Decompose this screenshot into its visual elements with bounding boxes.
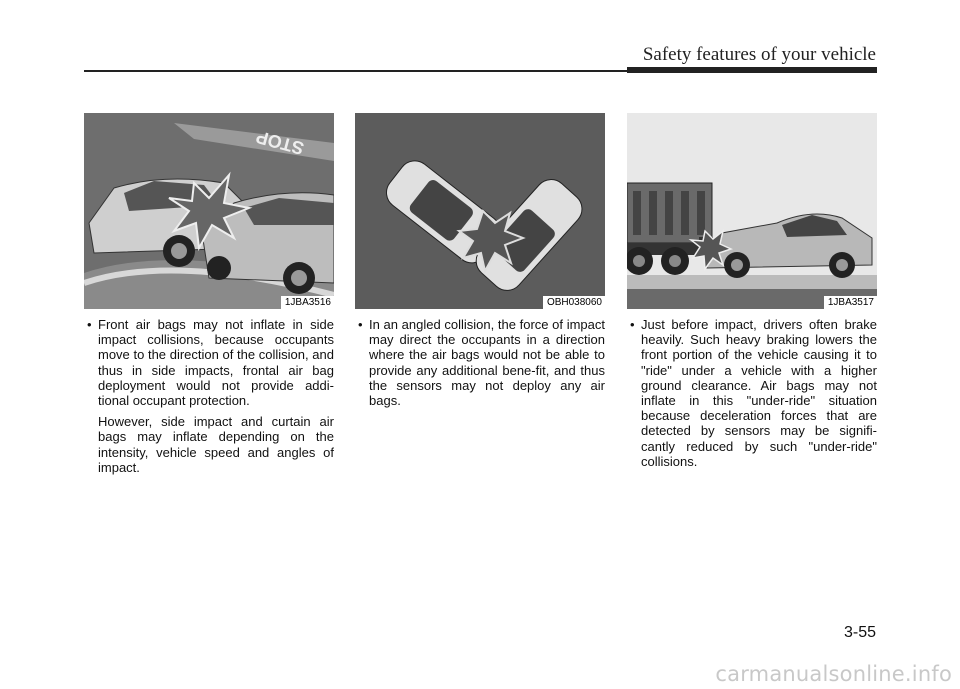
figure-code: 1JBA3517 (824, 296, 877, 309)
angled-collision-drawing (355, 113, 605, 309)
angled-collision-illustration (355, 113, 605, 309)
bullet-text: • Just before impact, drivers often brake heavily. Such heavy braking lowers the front portion of the vehicle causing it to "ride" under a vehicle with a higher ground clearance. Air bags may not inflate in this "under-ride" situation because deceleration forces that are detected by sensors may be signifi-cantly reduced by such "under-ride" collisions. (627, 317, 877, 469)
bullet-text: • In an angled collision, the force of impact may direct the occupants in a direction where the air bags would not be able to provide any additional bene-fit, and thus the sensors may not deploy any air bags. (355, 317, 605, 408)
watermark: carmanualsonline.info (715, 662, 952, 686)
figure-code: 1JBA3516 (281, 296, 334, 309)
column-under-ride (627, 113, 877, 469)
figure-code: OBH038060 (543, 296, 605, 309)
paragraph-text: However, side impact and curtain air bags may inflate depending on the intensity, vehicle speed and angles of impact. (98, 414, 334, 475)
bullet-text: • Front air bags may not inflate in side impact collisions, because occupants move to the direction of the collision, and thus in side impacts, frontal air bag deployment would not provide addi-tional occupant protection. (84, 317, 334, 408)
header-rule-accent (627, 67, 877, 73)
under-ride-drawing (627, 113, 877, 309)
side-impact-illustration (84, 113, 334, 309)
column-side-impact (84, 113, 334, 475)
section-title: Safety features of your vehicle (642, 44, 876, 65)
page-number: 3-55 (843, 624, 876, 641)
side-impact-drawing (84, 113, 334, 309)
under-ride-illustration (627, 113, 877, 309)
road-stop-text: STOP (253, 126, 307, 159)
column-angled-collision (355, 113, 605, 408)
